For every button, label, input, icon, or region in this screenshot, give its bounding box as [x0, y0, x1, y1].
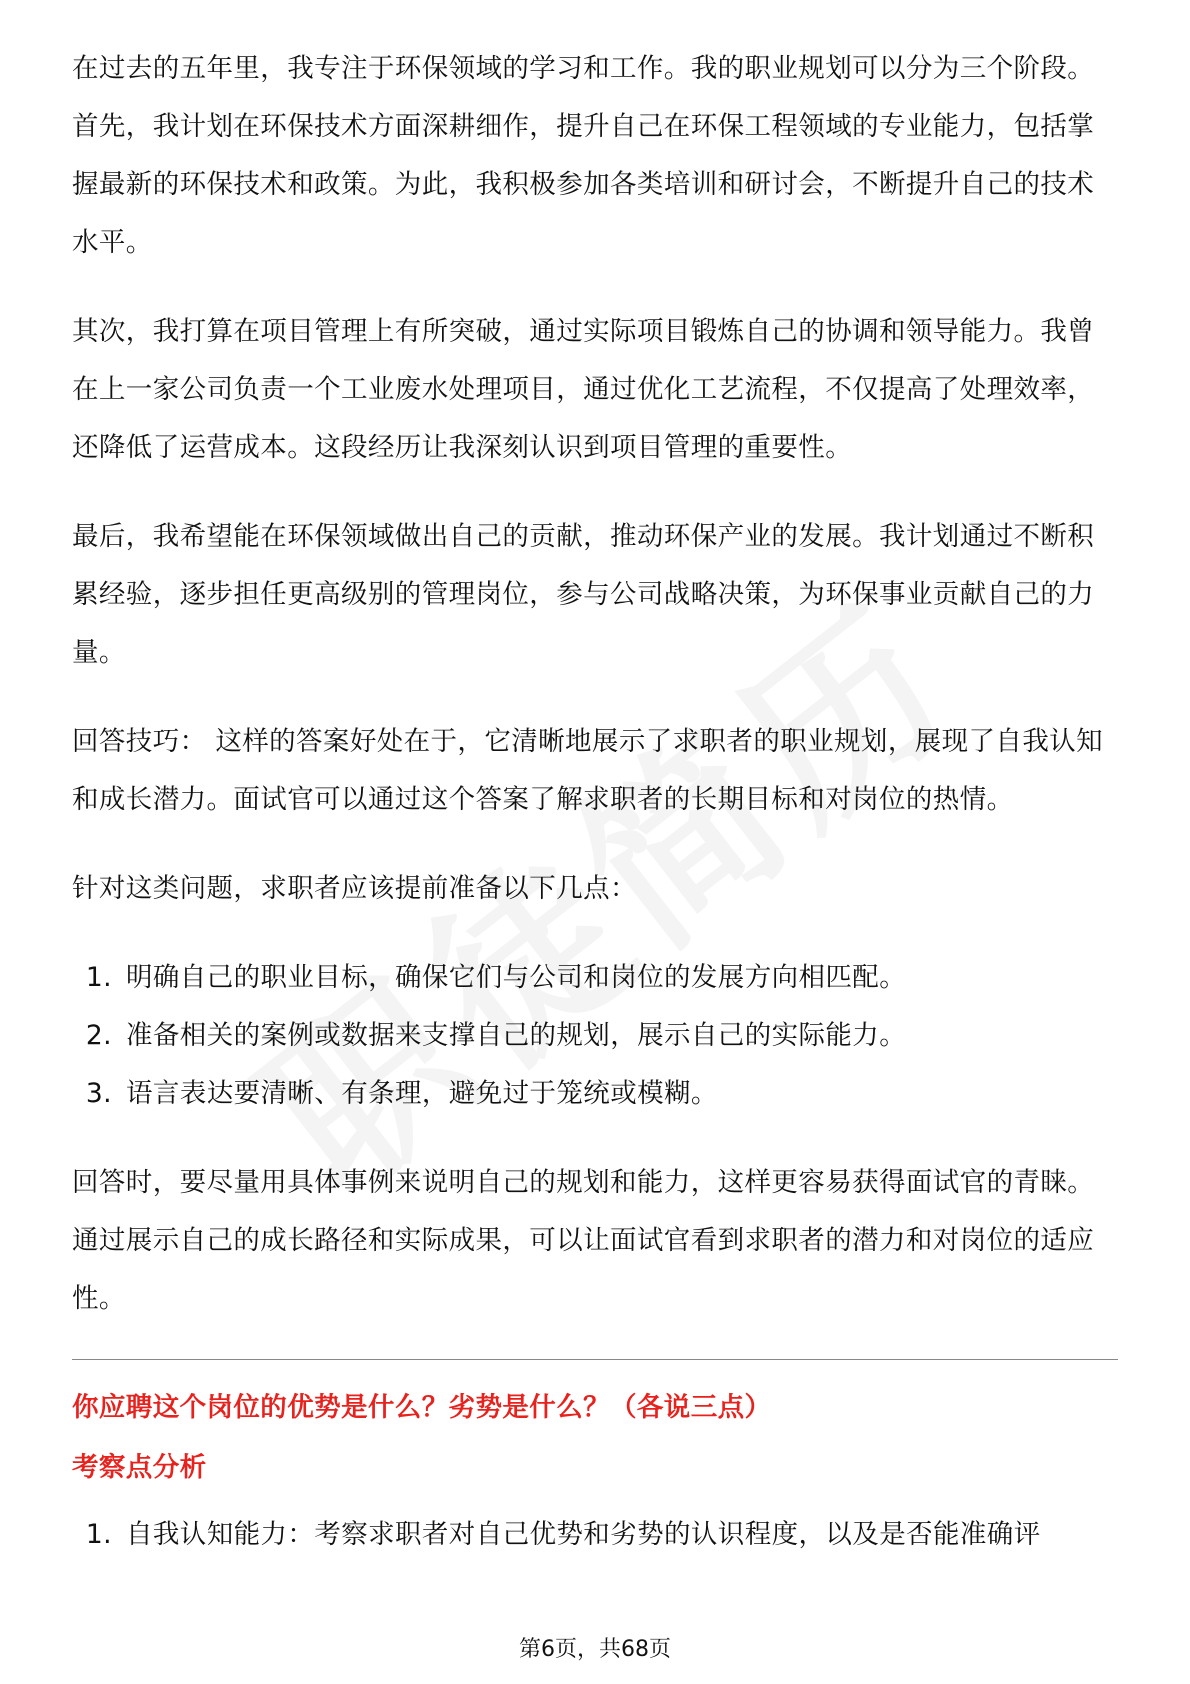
paragraph-project-management: 其次，我打算在项目管理上有所突破，通过实际项目锻炼自己的协调和领导能力。我曾在上一家公司负责一个工业废水处理项目，通过优化工艺流程，不仅提高了处理效率，还降低了运营成本。这段经历让我深刻认识到项目管理的重要性。	[72, 316, 1095, 463]
prep-list	[72, 949, 1118, 1123]
list-item	[72, 1007, 1118, 1065]
page-footer: 第6页，共68页	[519, 1637, 671, 1662]
paragraph-prep-intro: 针对这类问题，求职者应该提前准备以下几点：	[72, 873, 637, 904]
paragraph-closing: 回答时，要尽量用具体事例来说明自己的规划和能力，这样更容易获得面试官的青睐。通过展示自己的成长路径和实际成果，可以让面试官看到求职者的潜力和对岗位的适应性。	[72, 1167, 1095, 1314]
list-item-number: 3.	[85, 1078, 112, 1109]
list-item-number: 2.	[85, 1020, 112, 1051]
list-item-number: 1.	[85, 962, 112, 993]
paragraph-answer-tips: 回答技巧： 这样的答案好处在于，它清晰地展示了求职者的职业规划，展现了自我认知和成长潜力。面试官可以通过这个答案了解求职者的长期目标和对岗位的热情。	[72, 726, 1104, 815]
paragraph-career-plan-intro: 在过去的五年里，我专注于环保领域的学习和工作。我的职业规划可以分为三个阶段。首先，我计划在环保技术方面深耕细作，提升自己在环保工程领域的专业能力，包括掌握最新的环保技术和政策。为此，我积极参加各类培训和研讨会，不断提升自己的技术水平。	[72, 53, 1095, 258]
list-item-text: 准备相关的案例或数据来支撑自己的规划，展示自己的实际能力。	[126, 1020, 907, 1051]
list-item	[72, 949, 1118, 1007]
section-divider	[72, 1359, 1118, 1360]
document-page	[72, 40, 1118, 1595]
list-item-number: 1.	[85, 1519, 112, 1550]
list-item	[72, 1506, 1118, 1564]
list-item-text: 自我认知能力：考察求职者对自己优势和劣势的认识程度，以及是否能准确评	[126, 1519, 1041, 1550]
list-item-text: 语言表达要清晰、有条理，避免过于笼统或模糊。	[126, 1078, 718, 1109]
paragraph-contribution: 最后，我希望能在环保领域做出自己的贡献，推动环保产业的发展。我计划通过不断积累经验，逐步担任更高级别的管理岗位，参与公司战略决策，为环保事业贡献自己的力量。	[72, 521, 1095, 668]
list-item	[72, 1065, 1118, 1123]
analysis-subheading: 考察点分析	[72, 1452, 207, 1483]
list-item-text: 明确自己的职业目标，确保它们与公司和岗位的发展方向相匹配。	[126, 962, 907, 993]
analysis-list	[72, 1506, 1118, 1564]
question-heading: 你应聘这个岗位的优势是什么？劣势是什么？（各说三点）	[72, 1392, 772, 1423]
